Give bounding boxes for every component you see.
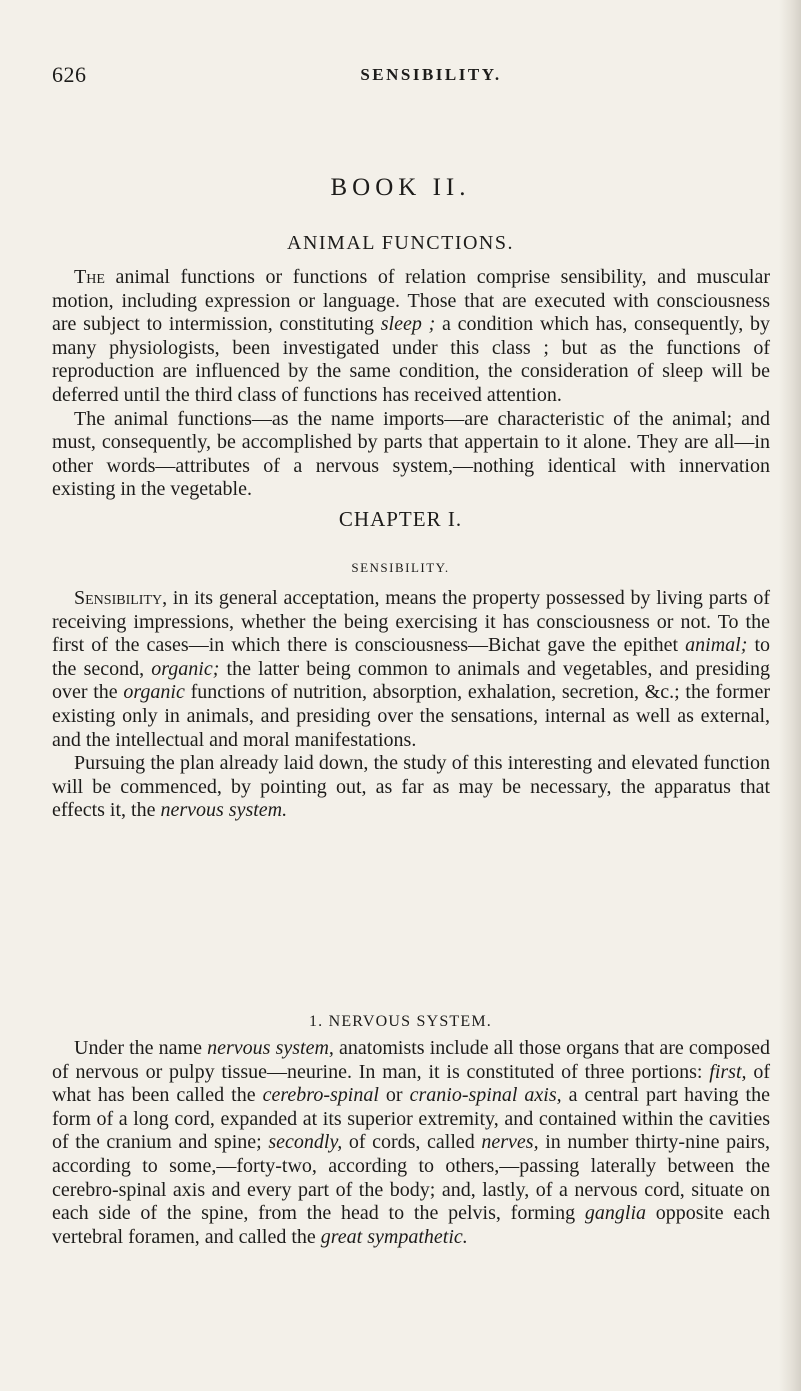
text-run: a central part having the form of a long cord, expanded at its superior extremity, and contained within the cavities of the cranium and spine; <box>52 1084 770 1154</box>
italic-term: cranio-spinal axis, <box>409 1084 562 1107</box>
text-run: Under the name <box>74 1037 208 1059</box>
section-paragraph-1 <box>52 1037 770 1249</box>
part-title: ANIMAL FUNCTIONS. <box>287 232 514 254</box>
text-run: of cords, called <box>342 1131 482 1154</box>
text-run: animal functions or functions of relation comprise sensibility, and muscular motion, including expression or language. Those that are executed with consciousness are subject to intermission, constituting <box>52 266 770 336</box>
intro-paragraph-2: The animal functions—as the name imports—are characteristic of the animal; and must, consequently, be accomplished by parts that appertain to it alone. They are all—in other words—attributes of a nervous system,—nothing identical with innervation existing in the vegetable. <box>52 407 770 501</box>
text-run: the latter being common to animals and vegetables, and presiding over the <box>52 657 770 704</box>
italic-term: great sympathetic. <box>320 1225 468 1248</box>
italic-term: organic; <box>151 657 220 680</box>
italic-term: secondly, <box>268 1131 343 1154</box>
italic-term: cerebro-spinal <box>262 1084 379 1107</box>
text-run: in number thirty-nine pairs, according to some,—forty-two, according to others,—passing laterally between the cerebro-spinal axis and every part of the body; and, lastly, of a nervous cord, situate on each side of the spine, from the head to the pelvis, forming <box>52 1131 770 1225</box>
page-number: 626 <box>52 62 87 87</box>
italic-term: organic <box>123 681 185 704</box>
italic-term: nervous system. <box>160 799 288 822</box>
italic-term: sleep ; <box>380 313 436 336</box>
chapter-title: CHAPTER I. <box>338 507 463 531</box>
lead-word: Sensibility, <box>74 587 168 609</box>
italic-term: nervous system, <box>207 1037 334 1059</box>
text-run: opposite each vertebral foramen, and called the <box>52 1202 770 1248</box>
text-run: anatomists include all those organs that are composed of nervous or pulpy tissue—neurine. In man, it is constituted of three portions: <box>52 1037 771 1083</box>
chapter-paragraph-2 <box>52 752 770 823</box>
chapter-paragraph-1 <box>52 587 770 752</box>
italic-term: nerves, <box>481 1131 539 1154</box>
text-run: in its general acceptation, means the property possessed by living parts of receiving impressions, whether the being exercising it has consciousness or not. To the first of the cases—in which there is consciousness—Bichat gave the epithet <box>52 587 770 657</box>
lead-word: The <box>74 266 105 288</box>
page-edge-shadow <box>779 0 801 1391</box>
italic-term: first, <box>709 1060 747 1083</box>
text-run: or <box>378 1084 410 1107</box>
text-run: functions of nutrition, absorption, exhalation, secretion, &c.; the former existing only in animals, and presiding over the sensations, internal as well as external, and the intellectual and moral manifestations. <box>52 681 770 751</box>
italic-term: animal; <box>685 634 748 657</box>
chapter-subtitle: SENSIBILITY. <box>351 560 450 575</box>
text-run: Pursuing the plan already laid down, the study of this interesting and elevated function will be commenced, by pointing out, as far as may be necessary, the apparatus that effects it, the <box>52 752 770 822</box>
book-title: BOOK II. <box>330 174 471 201</box>
running-head <box>52 62 770 88</box>
section-text <box>52 1037 770 1249</box>
italic-term: ganglia <box>584 1202 647 1225</box>
chapter-text <box>52 587 770 823</box>
intro-paragraph-1 <box>52 266 770 408</box>
section-heading: 1. NERVOUS SYSTEM. <box>308 1013 492 1030</box>
text-run: of what has been called the <box>52 1060 770 1107</box>
text-run: to the second, <box>52 634 771 680</box>
intro-text <box>52 266 770 502</box>
text-run: a condition which has, consequently, by many physiologists, been investigated under this class ; but as the functions of reproduction are influenced by the same condition, the consideration of sleep will be deferred until the third class of functions has received attention. <box>52 313 770 406</box>
running-title: SENSIBILITY. <box>360 65 502 84</box>
